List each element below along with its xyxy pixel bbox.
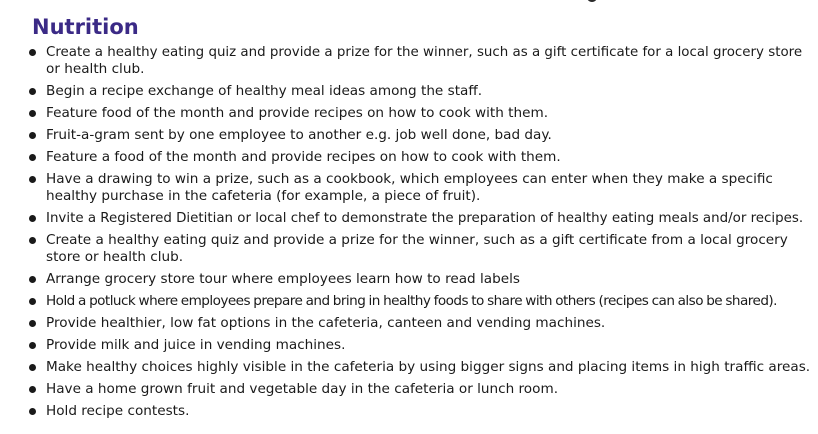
- nutrition-ideas-list: [0, 44, 818, 425]
- list-item: [0, 359, 818, 376]
- list-item: [0, 105, 818, 122]
- cropped-title-fragment: [0, 0, 818, 6]
- cropped-letter-fragment: [586, 0, 598, 2]
- bullet-icon: [29, 342, 36, 349]
- item-text-line: Provide milk and juice in vending machines.: [46, 337, 346, 353]
- item-text-line: Have a home grown fruit and vegetable day in the cafeteria or lunch room.: [46, 381, 559, 397]
- item-text-line: Hold recipe contests.: [46, 403, 190, 419]
- bullet-icon: [29, 88, 36, 95]
- item-text-line: store or health club.: [46, 249, 184, 265]
- bullet-icon: [29, 276, 36, 283]
- list-item: [0, 381, 818, 398]
- bullet-icon: [29, 215, 36, 222]
- item-text-line: Create a healthy eating quiz and provide a prize for the winner, such as a gift certificate for a local grocery store: [46, 45, 803, 60]
- bullet-icon: [29, 110, 36, 117]
- bullet-icon: [29, 154, 36, 161]
- bullet-icon: [29, 320, 36, 327]
- bullet-icon: [29, 386, 36, 393]
- item-text-line: Have a drawing to win a prize, such as a cookbook, which employees can enter when they make a specific: [46, 171, 773, 187]
- bullet-icon: [29, 237, 36, 244]
- bullet-icon: [29, 298, 36, 305]
- bullet-icon: [29, 49, 36, 56]
- item-text-line: Create a healthy eating quiz and provide a prize for the winner, such as a gift certificate from a local grocery: [46, 232, 788, 248]
- list-item: [0, 232, 818, 266]
- bullet-icon: [29, 408, 36, 415]
- item-text-line: healthy purchase in the cafeteria (for example, a piece of fruit).: [46, 188, 481, 204]
- item-text-line: Feature a food of the month and provide recipes on how to cook with them.: [46, 149, 561, 165]
- bullet-icon: [29, 132, 36, 139]
- list-item: [0, 171, 818, 205]
- item-text-line: Begin a recipe exchange of healthy meal ideas among the staff.: [46, 83, 483, 99]
- list-item: [0, 293, 818, 310]
- list-item: [0, 271, 818, 288]
- list-item: [0, 149, 818, 166]
- item-text-line: Feature food of the month and provide recipes on how to cook with them.: [46, 105, 549, 121]
- list-item: [0, 403, 818, 420]
- list-item: [0, 83, 818, 100]
- section-heading: Nutrition: [32, 15, 139, 39]
- item-text-line: or health club.: [46, 61, 145, 77]
- bullet-icon: [29, 364, 36, 371]
- list-item: [0, 315, 818, 332]
- list-item: [0, 337, 818, 354]
- bullet-icon: [29, 176, 36, 183]
- item-text-line: Invite a Registered Dietitian or local chef to demonstrate the preparation of healthy eating meals and/or recipes.: [46, 211, 804, 226]
- item-text-line: Make healthy choices highly visible in the cafeteria by using bigger signs and placing items in high traffic areas.: [46, 359, 811, 375]
- list-item: [0, 210, 818, 227]
- list-item: [0, 127, 818, 144]
- item-text-line: Fruit-a-gram sent by one employee to another e.g. job well done, bad day.: [46, 127, 552, 143]
- item-text-line: Provide healthier, low fat options in the cafeteria, canteen and vending machines.: [46, 315, 606, 331]
- item-text-line: Hold a potluck where employees prepare and bring in healthy foods to share with others (recipes can also be shared).: [46, 293, 777, 309]
- list-item: [0, 44, 818, 78]
- item-text-line: Arrange grocery store tour where employees learn how to read labels: [46, 271, 520, 287]
